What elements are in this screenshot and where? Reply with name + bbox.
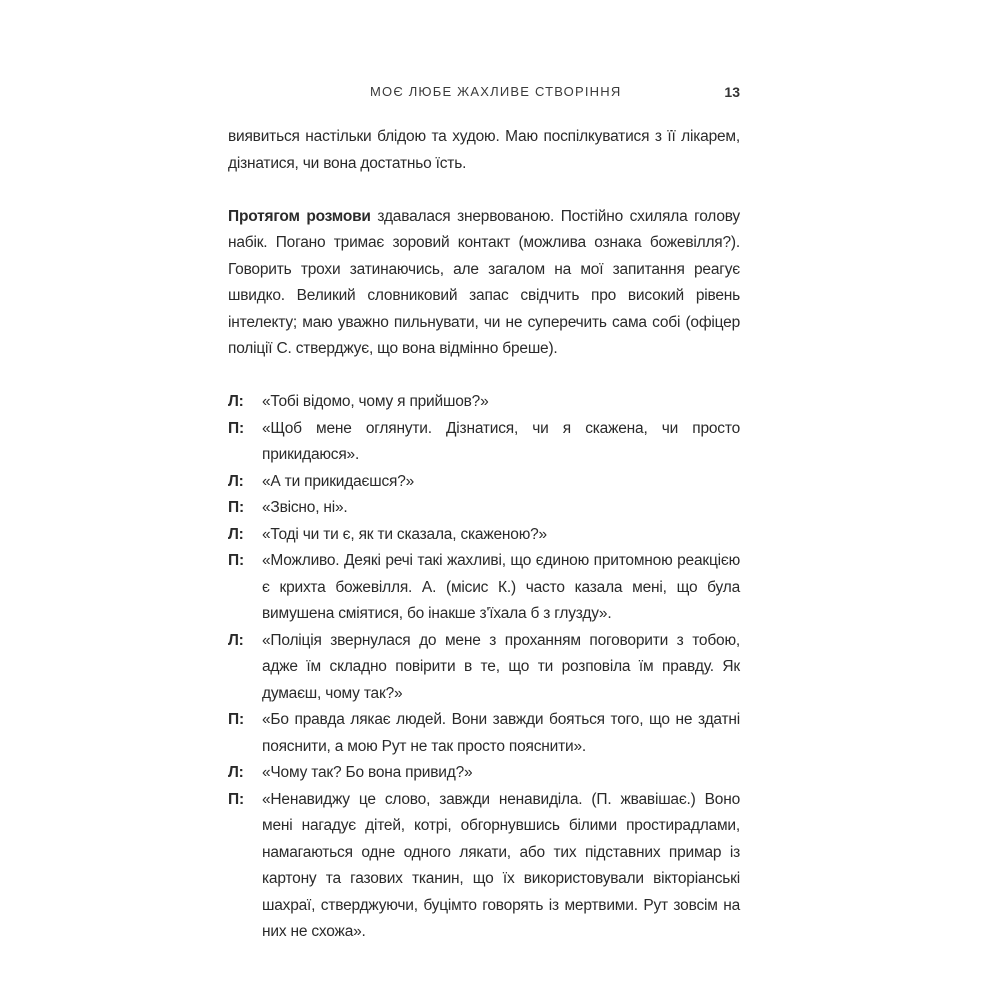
dialogue-text: «Тобі відомо, чому я прийшов?»	[262, 393, 489, 410]
dialogue-line	[228, 522, 740, 549]
dialogue-line	[228, 469, 740, 496]
speaker-label: П:	[228, 790, 244, 808]
dialogue-line	[228, 389, 740, 416]
speaker-label: П:	[228, 419, 244, 437]
page-number: 13	[724, 84, 740, 100]
dialogue-line	[228, 760, 740, 787]
bold-lead: Протягом розмови	[228, 207, 371, 225]
dialogue-text: «Чому так? Бо вона привид?»	[262, 764, 473, 781]
dialogue-line	[228, 416, 740, 469]
speaker-label: П:	[228, 499, 244, 516]
dialogue	[228, 389, 740, 946]
paragraph	[228, 204, 740, 363]
dialogue-text: «Можливо. Деякі речі такі жахливі, що єдиною притомною реакцією є крихта божевілля. А. (місис К.) часто казала мені, що була вимушена сміятися, бо інакше з'їхала б з глузду».	[262, 552, 740, 622]
speaker-label: Л:	[228, 525, 244, 543]
dialogue-text: «Щоб мене оглянути. Дізнатися, чи я скажена, чи просто прикидаюся».	[262, 419, 740, 463]
dialogue-text: «Ненавиджу це слово, завжди ненавиділа. (П. жвавішає.) Воно мені нагадує дітей, котрі, обгорнувшись білими простирадлами, намагаються одне одного лякати, або тих підставних примар із картону та газових тканин, що їх використовували вікторіанські шахраї, стверджуючи, буцімто говорять із мертвими. Рут зовсім на них не схожа».	[262, 790, 740, 940]
dialogue-text: «Звісно, ні».	[262, 499, 348, 516]
dialogue-text: «Тоді чи ти є, як ти сказала, скаженою?»	[262, 525, 547, 543]
dialogue-line	[228, 707, 740, 760]
dialogue-text: «Бо правда лякає людей. Вони завжди бояться того, що не здатні пояснити, а мою Рут не так просто пояснити».	[262, 711, 740, 755]
body-text	[228, 124, 740, 946]
speaker-label: Л:	[228, 472, 244, 490]
speaker-label: П:	[228, 711, 244, 728]
dialogue-line	[228, 548, 740, 628]
running-title: МОЄ ЛЮБЕ ЖАХЛИВЕ СТВОРІННЯ	[370, 84, 622, 99]
running-header	[228, 84, 740, 104]
dialogue-text: «Поліція звернулася до мене з проханням поговорити з тобою, адже їм складно повірити в те, що ти розповіла їм правду. Як думаєш, чому так?»	[262, 631, 740, 702]
paragraph-gap	[228, 363, 740, 390]
speaker-label: Л:	[228, 764, 244, 781]
paragraph-text: здавалася знервованою. Постійно схиляла голову набік. Погано тримає зоровий контакт (можлива ознака божевілля?). Говорить трохи затинаючись, але загалом на мої запитання реагує швидко. Великий словниковий запас свідчить про високий рівень інтелекту; маю уважно пильнувати, чи не суперечить сама собі (офіцер поліції С. стверджує, що вона відмінно бреше).	[228, 207, 740, 357]
speaker-label: П:	[228, 552, 244, 569]
dialogue-line	[228, 787, 740, 946]
speaker-label: Л:	[228, 393, 244, 410]
speaker-label: Л:	[228, 631, 244, 649]
dialogue-line	[228, 628, 740, 708]
paragraph-gap	[228, 177, 740, 204]
paragraph: виявиться настільки блідою та худою. Маю поспілкуватися з її лікарем, дізнатися, чи вона достатньо їсть.	[228, 128, 740, 172]
dialogue-line	[228, 495, 740, 522]
dialogue-text: «А ти прикидаєшся?»	[262, 472, 415, 490]
